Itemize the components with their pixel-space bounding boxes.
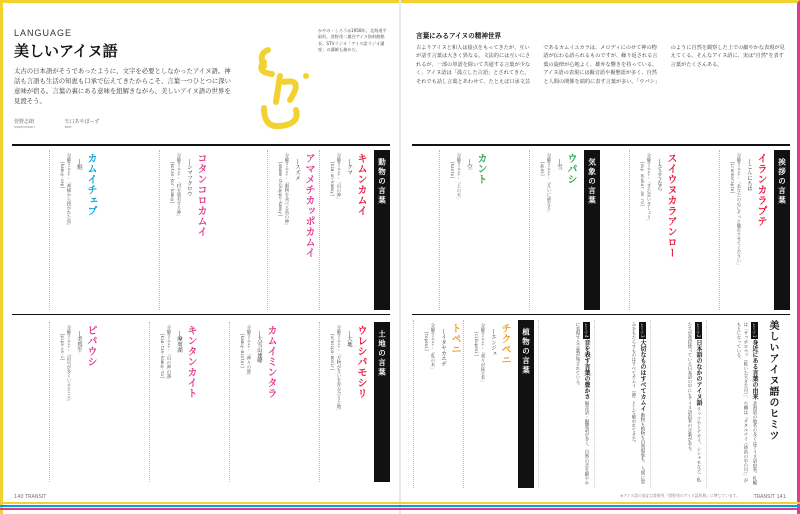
hints-title: 美しいアイヌ語のヒミツ [767, 320, 778, 441]
word-kanto [439, 150, 490, 310]
word-pipausi [49, 322, 100, 482]
word-romanization: [kim-tan-kamuy-to] [160, 333, 165, 379]
word-amamechikappo [267, 150, 318, 310]
word-head: ピパウシ [85, 325, 96, 367]
word-head: ウパシ [565, 153, 576, 185]
essay-body: 古よりアイヌと和人は接点をもってきたが、互いが話す言葉は大きく異なる。文法的には互いにされるが、一部の単語を除いて共通する言葉が少なく、アイヌ語は「孤立した言語」とされてきた。それでも話し言葉とあわせて、たとえば口承文芸であるカムイユカラは、メロディにのせて神の物語が伝わる語られるものですが、繰り返される言葉の旋律が心地よく、雄弁な響きを持っている。アイヌ語の表現には擬音語や擬態語が多く、自然と人間の関係を端的に表す言葉が多い。「ウパシ」のように自然を観察した上での細やかな表現が見えてくる。そんなアイヌ語に、実は"自然"を表す言葉がたくさんある。 [416, 45, 785, 85]
land-section [12, 318, 390, 486]
word-head: イランカラプテ [755, 153, 766, 227]
animals-section-title: 動物の言葉 [374, 150, 390, 310]
word-head: チクペニ [499, 323, 510, 365]
word-meaning: ―スズメ [294, 159, 300, 181]
word-suyunukaranro [629, 150, 680, 310]
word-head: カント [475, 153, 486, 185]
word-kamuycep [49, 150, 100, 310]
lead-text: 太古の日本語がそうであったように、文字を必要としなかったアイヌ語。神話も言語も生活の知恵も口承で伝えてきたからこそ、言葉一つひとつに深い意味が宿る。言葉の裏にある意味を紐解きながら、美しいアイヌ語の世界を見渡そう。 [14, 67, 232, 105]
word-description: 分解すると…「神々の庭」 [246, 325, 251, 378]
credit-supervision [14, 118, 35, 129]
word-meaning: ―イタヤカエデ [440, 329, 446, 367]
word-kamuymintar [229, 322, 280, 482]
word-romanization: [irankarapte] [730, 161, 735, 194]
word-head: キムンカムイ [355, 153, 366, 216]
credits [14, 118, 99, 129]
stripe-yellow [0, 502, 800, 504]
hint-body: 擬音語・擬態語が多く、自然の音を細やかに表現する言葉が残されている。 [575, 322, 589, 485]
word-romanization: [amame-chikappo-kamuy] [278, 161, 283, 217]
stripe-cyan [0, 505, 800, 507]
word-uresipamosir [319, 322, 370, 482]
word-topeni [413, 320, 464, 488]
word-upas [529, 150, 580, 310]
word-head: カムイチェプ [85, 153, 96, 216]
word-description: 分解すると…「また会いましょう」 [646, 153, 651, 224]
word-head: ウレシパモシリ [355, 325, 366, 399]
word-meaning: ―クマ [346, 159, 352, 176]
word-head: コタンコロカムイ [195, 153, 206, 237]
stripe-pink [0, 508, 800, 510]
word-kimtankamuyto [149, 322, 200, 482]
supervisor-caption: かやの・しろう◎1958年、北海道平取町。萱野茂二風谷アイヌ資料館館長。STVラジオ「アイヌ語ラジオ講座」の講師も務めた。 [318, 28, 387, 53]
word-description: 分解すると…「我々が座る木」 [480, 323, 485, 385]
hint-block-1 [706, 320, 760, 488]
word-meaning: ―大雪山連峰 [256, 331, 262, 364]
word-romanization: [kamuy-mintar] [240, 333, 245, 369]
hints-section [412, 316, 790, 494]
credit-text [65, 118, 100, 129]
word-description: 分解すると…「神様から授かれた魚」 [66, 153, 71, 228]
word-meaning: ―大地 [346, 331, 352, 348]
right-vocab-panel [412, 144, 790, 314]
word-cikupeni [463, 320, 514, 488]
word-romanization: [suy unukar an ro] [640, 161, 645, 207]
hint-tag: ヒミツ4 [584, 323, 589, 338]
word-romanization: [kanto] [450, 161, 455, 179]
word-description: 分解すると…「沼貝が多くいるところ」 [66, 325, 71, 405]
animals-section [12, 146, 390, 315]
hint-head: 音を表す言葉の豊かさ [583, 339, 590, 400]
word-head: スイウヌカラアンロー [665, 153, 676, 258]
footer-stripes [0, 502, 800, 514]
word-romanization: [kamuy-cep] [60, 161, 65, 189]
word-meaning: ―摩周湖 [176, 331, 182, 353]
greetings-section-title: 挨拶の言葉 [774, 150, 790, 310]
essay-title: 言葉にみるアイヌの精神世界 [416, 32, 502, 40]
footnote: ※アイヌ語の表記は萱野茂『萱野茂のアイヌ語辞典』に準じています。 [620, 493, 740, 498]
word-description: 分解すると…「あなたの心にそっと触れさせてください」 [736, 153, 741, 268]
hint-block-2 [650, 320, 704, 488]
word-meaning: ―美馬牛 [76, 331, 82, 353]
left-vocab-panel [12, 144, 390, 496]
word-head: アマメチカッポカムイ [303, 153, 314, 258]
word-description: 分解すると…「山の神」 [336, 153, 341, 202]
word-romanization: [topeni] [424, 331, 429, 352]
page-title: 美しいアイヌ語 [14, 42, 118, 60]
word-romanization: [pipa-us-i] [60, 333, 65, 361]
weather-section-title: 気象の言葉 [584, 150, 600, 310]
word-meaning: ―雪 [556, 159, 562, 170]
word-description: 分解すると…「上の天」 [456, 153, 461, 202]
hint-head: 身近にある言葉の由来 [751, 339, 758, 400]
hint-tag: ヒミツ3 [640, 323, 645, 338]
word-kimunkamuy [319, 150, 370, 310]
land-section-title: 土地の言葉 [374, 322, 390, 482]
hint-body: 動物も植物も自然現象も、人間に恵みをもたらすものはすべてカムイ（神）として敬われてきた。 [631, 322, 645, 484]
word-kotankorkamuy [159, 150, 210, 310]
greetings-weather-section [412, 146, 790, 315]
hint-body: ラッコやトナカイ、シシャモなど、私たちが普段使っている日本語の中にもアイヌ語由来の言葉がある。 [687, 322, 701, 483]
hint-block-3 [594, 320, 648, 488]
kotoba-illustration [250, 36, 316, 132]
word-romanization: [cikupeni] [474, 331, 479, 357]
word-description: 分解すると…「山の神の湖」 [166, 325, 171, 383]
word-head: トペニ [449, 323, 460, 355]
page-number-left: 140 TRANSIT [14, 494, 47, 500]
hint-head: 大切なものはすべてカムイ [639, 339, 646, 412]
credit-text-name: 矢口あやぽーず [64, 119, 100, 125]
word-romanization: [upas] [540, 161, 545, 177]
word-description: 分解すると…「村を領有する神」 [176, 153, 181, 219]
word-irankarapte [719, 150, 770, 310]
credit-text-role: text [64, 125, 72, 129]
word-romanization: [kotan-kor-kamuy] [170, 161, 175, 204]
word-meaning: ―シマフクロウ [186, 159, 192, 197]
section-label: LANGUAGE [14, 28, 73, 38]
word-description: 分解すると…「万物が互いを育み合う土地」 [336, 325, 341, 413]
page-gutter [399, 0, 401, 514]
page-number-right: TRANSIT 141 [753, 494, 786, 500]
credit-supervision-role: supervision [14, 125, 35, 129]
hint-body: 北海道の地名の多くはアイヌ語由来。札幌は「サッポロペッ（乾いた大きな川）」、小樽は「オタルナイ（砂浜の中の川）」がもとになっている。 [736, 322, 757, 485]
word-head: キンタンカイト [185, 325, 196, 399]
hint-head: 日本語のなかのアイヌ語 [695, 339, 702, 406]
word-description: 分解すると…「乳の木」 [430, 323, 435, 372]
word-romanization: [uresipa-mosir] [330, 333, 335, 371]
hint-block-4 [538, 320, 592, 488]
word-meaning: ―こんにちは [746, 159, 752, 192]
hint-tag: ヒミツ2 [696, 323, 701, 338]
word-meaning: ―鮭 [76, 159, 82, 170]
word-meaning: ―空 [466, 159, 472, 170]
word-description: 分解すると…「穀物を食べる鳥の神」 [284, 153, 289, 228]
word-meaning: ―さようなら [656, 159, 662, 192]
hint-tag: ヒミツ1 [752, 323, 757, 338]
plants-section-title: 植物の言葉 [518, 320, 534, 488]
word-meaning: ―エンジュ [490, 329, 496, 356]
word-romanization: [kim-un-kamuy] [330, 161, 335, 197]
credit-supervision-name: 萱野志朗 [14, 119, 35, 125]
word-description: 分解すると…「互いに重なる」 [546, 153, 551, 215]
word-head: カムイミンタラ [265, 325, 276, 399]
